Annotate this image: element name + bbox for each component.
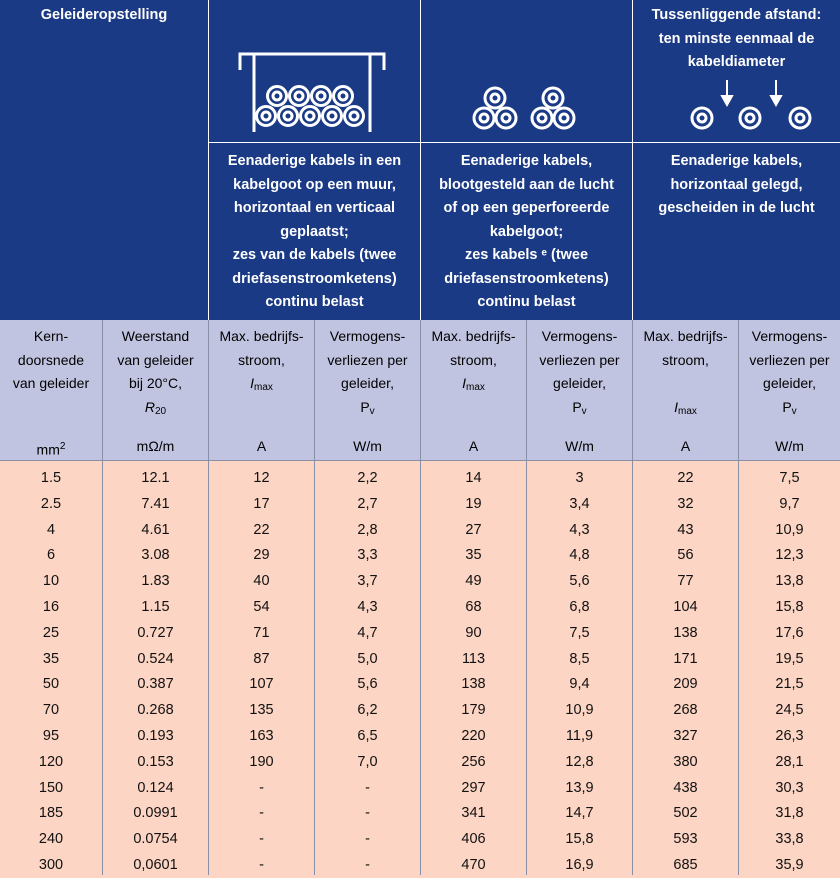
table-cell: 7,5: [779, 470, 800, 486]
table-cell: 7.41: [141, 495, 170, 512]
table-cell: 2,8: [357, 521, 378, 538]
table-row: [0, 671, 840, 697]
arrangement-desc-spaced: [633, 150, 840, 221]
table-cell: 3.08: [141, 547, 170, 564]
table-cell: 11,9: [565, 728, 594, 744]
col-header-line: bij 20°C,: [128, 375, 183, 391]
table-cell: 5,0: [357, 650, 378, 667]
col-unit: W/m: [353, 438, 382, 454]
table-cell: 0.0991: [133, 805, 178, 822]
table-cell: -: [259, 831, 264, 848]
col-header-line: geleider,: [763, 375, 816, 391]
table-cell: 27: [465, 521, 482, 538]
col-header-line: Vermogens-: [329, 328, 406, 344]
table-cell: 15,8: [565, 831, 594, 848]
desc-line: of op een geperforeerde: [443, 200, 610, 216]
table-cell: -: [365, 779, 370, 796]
table-cell: 0.387: [137, 676, 174, 693]
table-row: [0, 749, 840, 775]
desc-line: continu belast: [477, 294, 576, 310]
table-cell: 29: [253, 547, 270, 564]
desc-line: Eenaderige kabels,: [670, 153, 803, 169]
table-cell: -: [259, 805, 264, 822]
table-cell: 7,5: [569, 624, 590, 641]
table-cell: 4,3: [357, 599, 378, 615]
table-cell: -: [259, 779, 264, 796]
table-cell: 502: [673, 805, 698, 822]
table-cell: 5,6: [357, 676, 378, 693]
table-cell: 438: [673, 779, 698, 796]
table-cell: 0.193: [137, 728, 174, 744]
table-row: [0, 852, 840, 878]
desc-line: Eenaderige kabels,: [460, 153, 593, 169]
col-unit: A: [680, 438, 691, 454]
table-cell: 300: [38, 857, 64, 873]
table-cell: 22: [677, 470, 694, 486]
col-header-line: verliezen per: [749, 351, 830, 368]
table-cell: 13,9: [565, 779, 594, 796]
table-cell: 593: [673, 831, 698, 848]
desc-line: zes kabels ᵉ (twee: [464, 247, 589, 263]
table-cell: 35: [42, 650, 60, 667]
table-cell: 9,4: [569, 676, 590, 693]
desc-line: horizontaal gelegd,: [670, 176, 803, 193]
trefoil-cables-icon: [470, 82, 582, 132]
table-cell: 3: [575, 470, 584, 486]
col-header-line: Max. bedrijfs-: [431, 328, 516, 344]
table-row: [0, 775, 840, 801]
table-cell: 10: [42, 573, 60, 590]
col-unit: A: [256, 438, 267, 454]
table-cell: 4: [46, 521, 56, 538]
table-cell: 15,8: [775, 599, 804, 615]
table-cell: 68: [465, 599, 482, 615]
col-unit: A: [468, 438, 479, 454]
col-unit: W/m: [775, 438, 804, 454]
table-cell: 2.5: [40, 495, 62, 512]
col-unit: $mm^2$: [36, 441, 66, 458]
table-cell: 171: [673, 650, 698, 667]
table-cell: 0.268: [137, 702, 174, 719]
col-symbol: $P_v$: [782, 398, 797, 417]
table-cell: -: [365, 805, 370, 822]
table-cell: 56: [677, 547, 694, 564]
col-header-cross-section: [0, 325, 102, 460]
table-cell: 0.124: [137, 779, 174, 796]
table-cell: 209: [673, 676, 698, 693]
table-cell: 406: [461, 831, 486, 848]
table-cell: 120: [38, 753, 64, 770]
table-cell: 16,9: [565, 857, 594, 873]
col-header-line: Kern-: [33, 328, 69, 344]
table-cell: 17: [253, 495, 270, 512]
table-row: [0, 491, 840, 517]
table-cell: 163: [249, 728, 274, 744]
table-cell: 150: [38, 779, 64, 796]
table-cell: 138: [673, 624, 698, 641]
table-cell: 0.524: [137, 650, 174, 667]
col-unit: mΩ/m: [136, 438, 175, 454]
desc-line: Eenaderige kabels in een: [227, 153, 402, 169]
table-cell: 12,3: [775, 547, 804, 564]
table-cell: 185: [38, 805, 64, 822]
col-header-line: van geleider: [117, 351, 194, 368]
table-cell: -: [259, 857, 264, 873]
table-cell: 6,5: [357, 728, 378, 744]
table-cell: 256: [461, 753, 486, 770]
arrangement-label: Geleideropstelling: [0, 4, 208, 28]
col-symbol: $P_v$: [360, 398, 375, 417]
table-cell: 95: [42, 728, 60, 744]
table-cell: 35: [465, 547, 482, 564]
col-header-line: Max. bedrijfs-: [219, 328, 304, 344]
table-cell: 327: [673, 728, 698, 744]
desc-line: gescheiden in de lucht: [658, 200, 815, 216]
table-cell: 35,9: [775, 857, 804, 873]
table-cell: -: [365, 857, 370, 873]
col-symbol: $I_{max}$: [674, 398, 697, 417]
table-cell: 9,7: [779, 495, 800, 512]
table-cell: 10,9: [775, 521, 804, 538]
col-header-pv-trefoil: [527, 325, 632, 460]
desc-line: kabelgoot op een muur,: [233, 176, 396, 193]
table-cell: 25: [42, 624, 60, 641]
table-cell: 6,8: [569, 599, 590, 615]
table-cell: 1.83: [141, 573, 170, 590]
col-header-line: geleider,: [341, 375, 394, 391]
col-header-line: stroom,: [662, 351, 709, 368]
table-cell: 10,9: [565, 702, 594, 719]
table-cell: 220: [461, 728, 486, 744]
col-header-imax-spaced: [633, 325, 738, 460]
spaced-cables-icon: [680, 78, 820, 134]
table-row: [0, 542, 840, 568]
table-cell: 54: [253, 599, 270, 615]
table-cell: 104: [673, 599, 698, 615]
table-cell: 268: [673, 702, 698, 719]
table-cell: 30,3: [775, 779, 804, 796]
table-row: [0, 723, 840, 749]
table-cell: 4,8: [569, 547, 590, 564]
table-row: [0, 594, 840, 620]
arrangement-desc-tray: [209, 150, 420, 315]
table-cell: 33,8: [775, 831, 804, 848]
table-cell: 1.5: [40, 470, 62, 486]
header-divider: [208, 142, 840, 143]
table-cell: 2,2: [357, 470, 378, 486]
col-header-line: van geleider: [12, 375, 90, 391]
col-symbol: $R_{20}$: [144, 398, 167, 417]
table-row: [0, 568, 840, 594]
col-header-line: Max. bedrijfs-: [643, 328, 728, 344]
table-cell: 7,0: [357, 753, 378, 770]
desc-line: zes van de kabels (twee: [232, 247, 397, 263]
table-cell: 21,5: [775, 676, 804, 693]
table-cell: 71: [253, 624, 270, 641]
table-row: [0, 646, 840, 672]
table-cell: 107: [249, 676, 274, 693]
spacing-title-line: kabeldiameter: [687, 54, 786, 70]
table-cell: 28,1: [775, 753, 804, 770]
arrangement-desc-trefoil: [421, 150, 632, 315]
col-header-line: stroom,: [238, 351, 285, 368]
table-cell: 6,2: [357, 702, 378, 719]
table-cell: 4,7: [357, 624, 378, 641]
table-cell: 3,3: [357, 547, 378, 564]
desc-line: geplaatst;: [280, 223, 349, 240]
desc-line: horizontaal en verticaal: [233, 200, 396, 216]
table-cell: 190: [249, 753, 274, 770]
table-cell: 49: [465, 573, 482, 590]
table-cell: 0.727: [137, 624, 174, 641]
table-cell: 685: [673, 857, 698, 873]
table-cell: 0.0754: [133, 831, 178, 848]
table-cell: 6: [46, 547, 56, 564]
desc-line: blootgesteld aan de lucht: [439, 176, 614, 193]
table-cell: 14: [465, 470, 482, 486]
table-cell: 341: [461, 805, 486, 822]
table-cell: 0.153: [137, 753, 174, 770]
desc-line: kabelgoot;: [489, 223, 564, 240]
table-cell: 4.61: [141, 521, 170, 538]
table-cell: 12: [253, 470, 270, 486]
table-cell: 14,7: [565, 805, 594, 822]
col-header-line: geleider,: [553, 375, 606, 391]
table-cell: 26,3: [775, 728, 804, 744]
col-header-line: verliezen per: [327, 351, 408, 368]
spacing-title-line: Tussenliggende afstand:: [651, 7, 822, 23]
desc-line: driefasenstroomketens): [232, 270, 397, 287]
table-cell: 8,5: [569, 650, 590, 667]
col-header-resistance: [103, 325, 208, 460]
table-row: [0, 465, 840, 491]
cable-tray-icon: [238, 50, 388, 134]
table-cell: -: [365, 831, 370, 848]
desc-line: continu belast: [265, 294, 364, 310]
spacing-title-line: ten minste eenmaal de: [658, 30, 815, 47]
table-cell: 90: [465, 624, 482, 641]
table-cell: 22: [253, 521, 270, 538]
table-cell: 297: [461, 779, 486, 796]
table-cell: 50: [42, 676, 60, 693]
col-header-imax-trefoil: [421, 325, 526, 460]
table-cell: 3,4: [569, 495, 590, 512]
table-cell: 12,8: [565, 753, 594, 770]
col-unit: W/m: [565, 438, 594, 454]
col-header-line: verliezen per: [539, 351, 620, 368]
table-cell: 32: [677, 495, 694, 512]
table-cell: 19,5: [775, 650, 804, 667]
table-cell: 470: [461, 857, 486, 873]
table-cell: 179: [461, 702, 486, 719]
table-cell: 13,8: [775, 573, 804, 590]
col-header-imax-tray: [209, 325, 314, 460]
table-cell: 1.15: [141, 599, 170, 615]
table-cell: 380: [673, 753, 698, 770]
table-cell: 138: [461, 676, 486, 693]
table-cell: 87: [253, 650, 270, 667]
table-cell: 31,8: [775, 805, 804, 822]
table-cell: 77: [677, 573, 694, 590]
table-cell: 113: [461, 650, 486, 667]
table-cell: 19: [465, 495, 482, 512]
table-row: [0, 826, 840, 852]
col-header-line: Vermogens-: [541, 328, 618, 344]
col-symbol: $P_v$: [572, 398, 587, 417]
table-cell: 17,6: [775, 624, 804, 641]
table-body: [0, 465, 840, 875]
col-header-line: stroom,: [450, 351, 497, 368]
table-cell: 5,6: [569, 573, 590, 590]
col-header-line: doorsnede: [17, 351, 85, 368]
table-cell: 240: [38, 831, 64, 848]
table-row: [0, 620, 840, 646]
table-cell: 12.1: [141, 470, 170, 486]
table-cell: 70: [42, 702, 60, 719]
col-header-line: Vermogens-: [751, 328, 828, 344]
table-cell: 16: [42, 599, 60, 615]
table-row: [0, 800, 840, 826]
col-header-line: Weerstand: [121, 328, 190, 344]
table-cell: 4,3: [569, 521, 590, 538]
table-row: [0, 697, 840, 723]
desc-line: driefasenstroomketens): [444, 270, 609, 287]
table-cell: 2,7: [357, 495, 378, 512]
table-cell: 3,7: [357, 573, 378, 590]
col-header-pv-tray: [315, 325, 420, 460]
table-cell: 0,0601: [133, 857, 178, 873]
spacing-title: [633, 4, 840, 75]
table-row: [0, 517, 840, 543]
table-cell: 135: [249, 702, 274, 719]
table-cell: 40: [253, 573, 270, 590]
col-symbol: $I_{max}$: [462, 375, 485, 393]
table-cell: 24,5: [775, 702, 804, 719]
col-symbol: $I_{max}$: [250, 375, 273, 393]
col-header-pv-spaced: [739, 325, 840, 460]
table-cell: 43: [677, 521, 694, 538]
